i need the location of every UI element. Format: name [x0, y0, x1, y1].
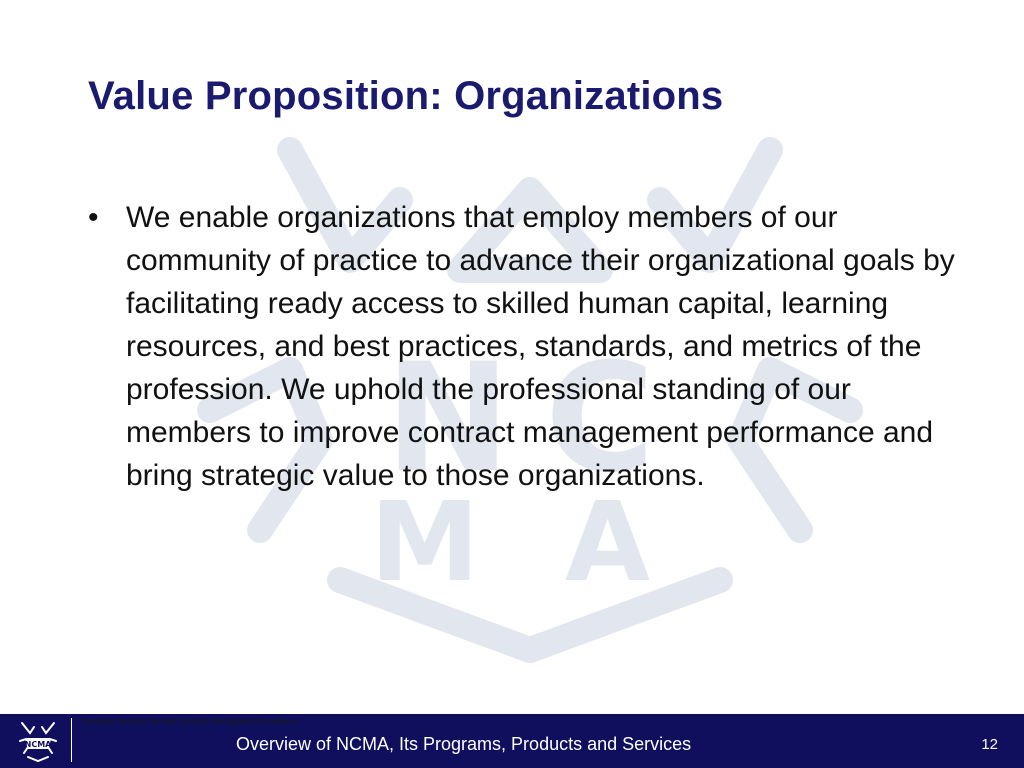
bullet-text: We enable organizations that employ members of our community of practice to advance their organizational goals by facilitating ready access to skilled human capital, learning resources, and best practices, standards, and metrics of the profession. We uphold the professional standing of our members to improve contract management performance and bring strategic value to those organizations. — [126, 201, 955, 492]
slide-title: Value Proposition: Organizations — [88, 74, 724, 118]
bullet-list — [88, 196, 958, 497]
footer-bar — [0, 714, 1024, 768]
svg-text:N: N — [385, 332, 511, 506]
ncma-logo-icon — [16, 717, 60, 763]
bullet-item — [88, 196, 958, 497]
svg-text:C: C — [545, 332, 656, 506]
footer-divider — [71, 718, 72, 762]
footer-tagline: Business Success through Contract Management Excellence — [82, 717, 299, 726]
bullet-icon: • — [88, 201, 99, 234]
svg-text:M: M — [370, 478, 480, 606]
presentation-title: Overview of NCMA, Its Programs, Products and Services — [236, 734, 692, 754]
svg-text:NCMA: NCMA — [24, 740, 52, 749]
svg-text:A: A — [565, 478, 651, 606]
slide-number: 12 — [981, 736, 998, 753]
